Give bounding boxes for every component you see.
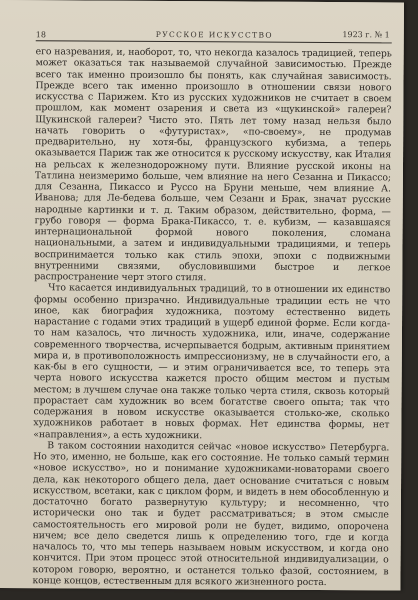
article-body [32, 46, 391, 588]
page-number: 18 [35, 30, 47, 40]
running-title: РУССКОЕ ИСКУССТВО [155, 29, 274, 40]
paragraph: В таком состоянии находится сейчас «новое искусство» Петербурга. Но это, именно, не больше, как его состояние. Не только самый термин «новое искусство», но и понимание художниками-новаторами своего дела, как некоторого общего дела, дает основание считаться с новым искусством, всетаки, как с циклом форм, и видеть в нем обособленную и достаточно богато развернутую культуру; и несомненно, что исторически оно так и будет рассматриваться; в этом смысле самостоятельность его мировой роли не будет, видимо, опорочена ничем; все дело сведется лишь к определению того, где и когда началось то, что мы теперь называем новым искусством, и когда оно кончится. При этом процесс этой относительной индивидуализации, о котором говорю, вероятно, и останется только фазой, состоянием, в конце концов, естественным для всякого жизненного роста. [32, 440, 390, 588]
paragraph: Что касается индивидуальных традиций, то в отношении их единство формы особенно призрачно. Индивидуальные традиции есть не что иное, как биография художника, поэтому естественно видеть нарастание с годами этих традиций в ущерб единой форме. Если когда-то нам казалось, что личность художника, или, иначе, содержание современного творчества, исчерпывается бодрым, активным принятием мира и, в противоположность импрессионизму, не в случайности его, а как-бы в его сущности, — и этим ограничивается все, то теперь эта черта нового искусства кажется просто общим местом и пустым местом; в лучшем случае она также только черта стиля, сквозь который прорастает сам художник во всем богатстве своего опыта; так что содержания в новом искусстве оказывается столько-же, сколько художников работает в новых формах. Нет единства формы, нет «направления», а есть художники. [33, 282, 391, 441]
issue-label: 1923 г. № 1 [342, 30, 390, 40]
paragraph: его назревания, и, наоборот, то, что некогда казалось традицией, теперь может оказаться так называемой случайной зависимостью. Прежде всего так именно произошло бы понять, как случайная зависимость. Прежде всего так именно произошло в отношении связи нового искусства с Парижем. Кто из русских художников не считает в своем прошлом, как момент озарения и света из «щукинской» галереи? Щукинской галереи? Чисто это. Пять лет тому назад нельзя было начать говорить о «футуристах», «по-своему», не продумав предварительно, ну хотя-бы, французского кубизма, а теперь оказывается Париж так же относится к русскому искусству, как Италия на рельсах к железнодорожному пути. Влияние русской иконы на Татлина неизмеримо больше, чем влияние на него Сезанна и Пикассо; для Сезанна, Пикассо и Руссо на Бруни меньше, чем влияние А. Иванова; для Ле-бедева больше, чем Сезанн и Брак, значат русские народные картинки и т. д. Таким образом, действительно, форма, — грубо говоря — форма Брака-Пикассо, т. е. кубизм, — казавшаяся интернациональной формой нового поколения, сломана национальными, а затем и индивидуальными традициями, и теперь воспринимается только как стиль эпохи, эпохи с подвижными внутренними связями, обусловившими быстрое и легкое распространение черт этого стиля. [34, 46, 392, 284]
